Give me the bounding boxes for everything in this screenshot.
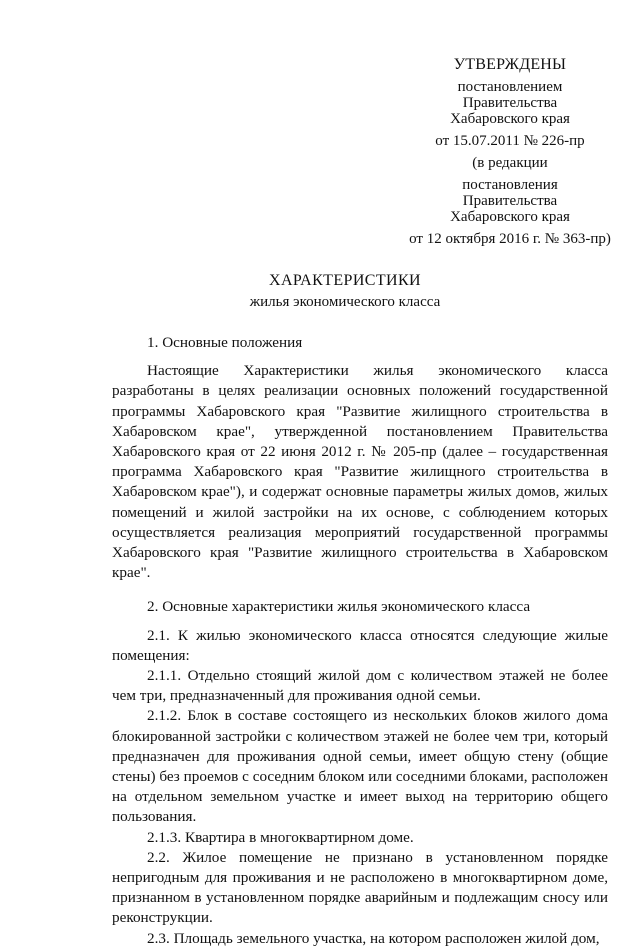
section-heading: 1. Основные положения [147,334,303,351]
paragraph: 2.2. Жилое помещение не признано в установленном порядке непригодным для проживания и не расположено в многоквартирном доме, признанном в установленном порядке аварийным и подлежащим сносу или реконструкции. [112,848,608,927]
paragraph: 2.1. К жилью экономического класса относятся следующие жилые помещения: [112,626,608,664]
section-heading: 2. Основные характеристики жилья экономического класса [147,598,531,616]
document-title: ХАРАКТЕРИСТИКИ [268,272,421,289]
approval-title: УТВЕРЖДЕНЫ [453,56,567,73]
approval-line: Хабаровского края [450,209,570,225]
document-title-block [0,272,640,311]
approval-line: (в редакции [472,155,548,171]
paragraph: 2.1.3. Квартира в многоквартирном доме. [147,828,414,846]
approval-line: Хабаровского края [450,111,570,127]
approval-line: постановлением [457,79,563,95]
approval-line: от 15.07.2011 № 226-пр [435,133,585,149]
document-body [112,333,608,949]
approval-line: Правительства [462,95,558,111]
paragraph: Настоящие Характеристики жилья экономического класса разработаны в целях реализации основных положений государственной программы Хабаровского края "Развитие жилищного строительства в Хабаровском крае", утвержденной постановлением Правительства Хабаровского края от 22 июня 2012 г. № 205-пр (далее – государственная программа Хабаровского края "Развитие жилищного строительства в Хабаровском крае"), и содержат основные параметры жилых домов, жилых помещений и жилой застройки на их основе, с соблюдением которых осуществляется реализация мероприятий государственной программы Хабаровского края "Развитие жилищного строительства в Хабаровском крае". [112,362,608,582]
approval-line: Правительства [462,193,558,209]
paragraph: 2.1.1. Отдельно стоящий жилой дом с количеством этажей не более чем три, предназначенный для проживания одной семьи. [112,667,608,705]
approval-line: от 12 октября 2016 г. № 363-пр) [409,231,611,247]
paragraph: 2.3. Площадь земельного участка, на котором расположен жилой дом, [147,929,600,947]
approval-line: постановления [462,177,558,193]
paragraph: 2.1.2. Блок в составе состоящего из нескольких блоков жилого дома блокированной застройки с количеством этажей не более чем три, который предназначен для проживания одной семьи, имеет общую стену (общие стены) без проемов с соседним блоком или соседними блоками, расположен на отдельном земельном участке и имеет выход на территорию общего пользования. [112,707,608,826]
approval-stamp [390,57,630,247]
document-subtitle: жилья экономического класса [249,294,441,310]
